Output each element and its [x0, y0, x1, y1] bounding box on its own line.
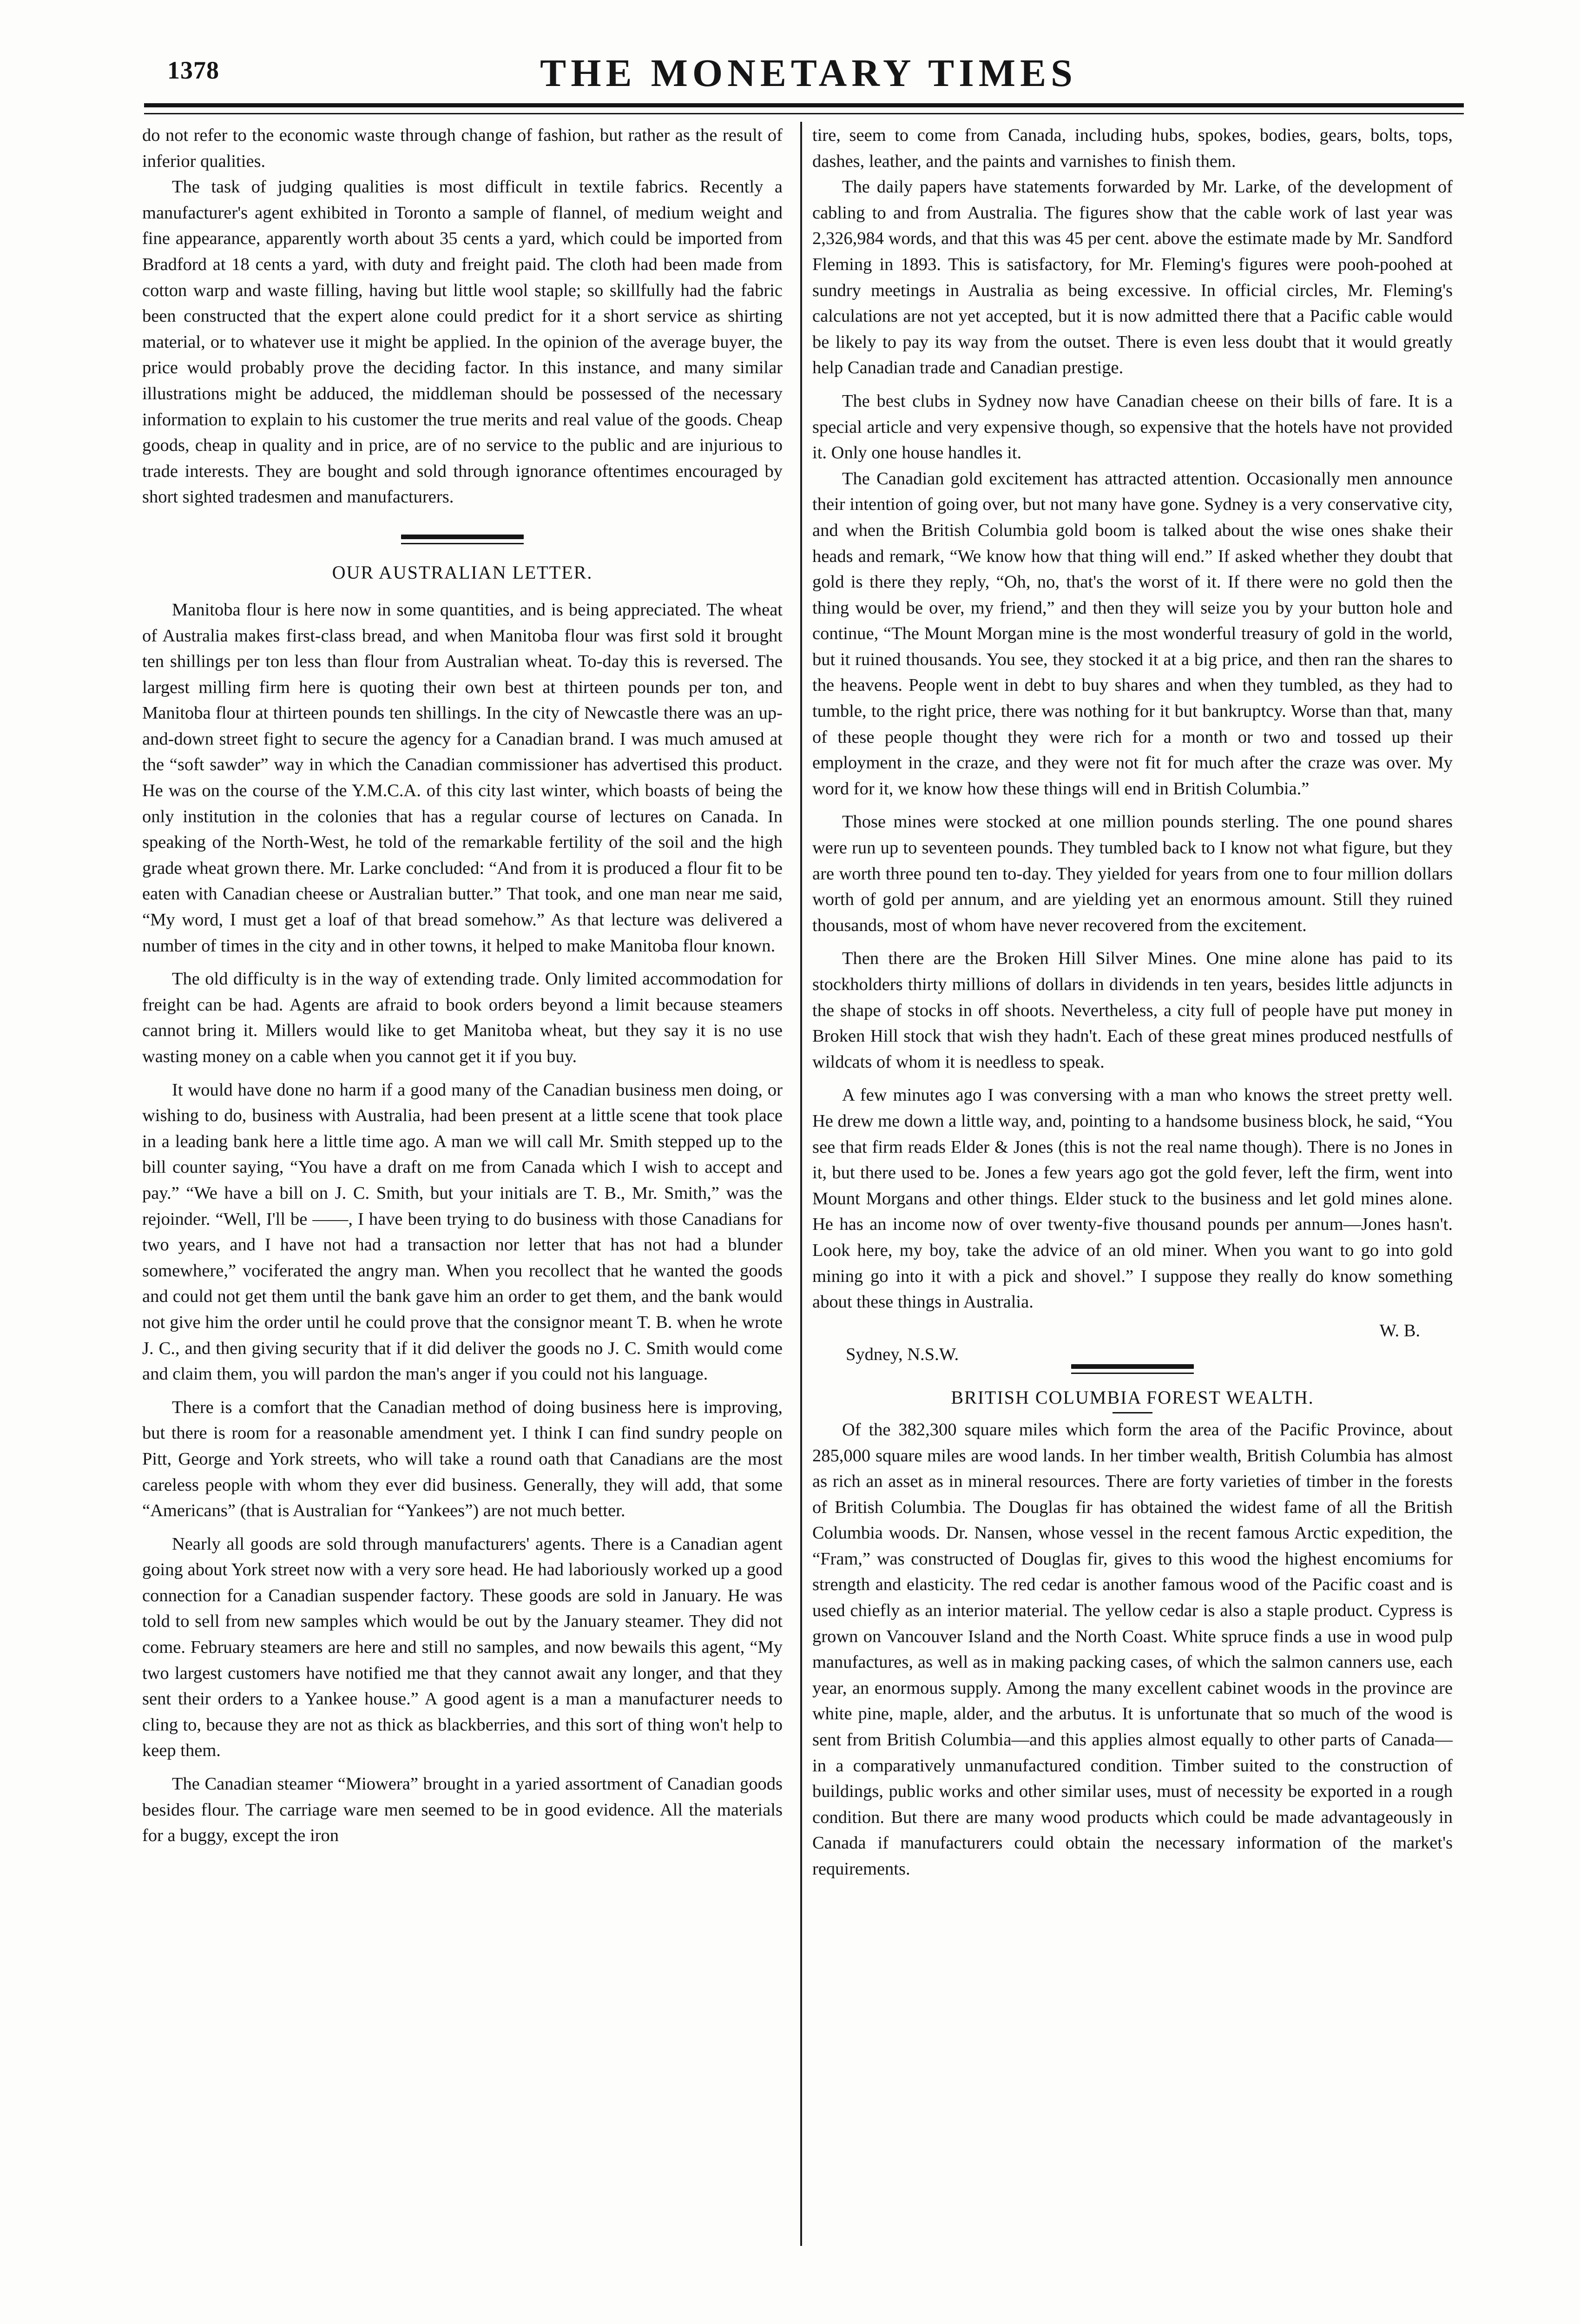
article-paragraph: Manitoba flour is here now in some quantities, and is being appreciated. The wheat of Australia makes first-class bread, and when Manitoba flour was first sold it brought ten shillings per ton less than flour from Australian wheat. To-day this is reversed. The largest milling firm here is quoting their own best at thirteen pounds per ton, and Manitoba flour at thirteen pounds ten shillings. In the city of Newcastle there was an up-and-down street fight to secure the agency for a Canadian brand. I was much amused at the “soft sawder” way in which the Canadian commissioner has advertised this product. He was on the course of the Y.M.C.A. of this city last winter, which boasts of being the only institution in the colonies that has a regular course of lectures on Canada. In speaking of the North-West, he told of the remarkable fertility of the soil and the high grade wheat grown there. Mr. Larke concluded: “And from it is produced a flour fit to be eaten with Canadian cheese or Australian butter.” That took, and one man near me said, “My word, I must get a loaf of that bread somehow.” As that lecture was delivered a number of times in the city and in other towns, it helped to make Manitoba flour known.: [142, 600, 783, 956]
article-paragraph: A few minutes ago I was conversing with a man who knows the street pretty well. He drew me down a little way, and, pointing to a handsome business block, he said, “You see that firm reads Elder & Jones (this is not the real name though). There is no Jones in it, but there used to be. Jones a few years ago got the gold fever, left the firm, went into Mount Morgans and other things. Elder stuck to the business and let gold mines alone. He has an income now of over twenty-five thousand pounds per annum—Jones hasn't. Look here, my boy, take the advice of an old miner. When you want to go into gold mining go into it with a pick and shovel.” I suppose they really do know something about these things in Australia.: [812, 1085, 1453, 1312]
section-rule-thin: [401, 543, 524, 544]
section-rule-thick: [401, 535, 524, 539]
dateline: Sydney, N.S.W.: [846, 1345, 959, 1365]
article-paragraph: Nearly all goods are sold through manufacturers' agents. There is a Canadian agent going about York street now with a very sore head. He had laboriously worked up a good connection for a Canadian suspender factory. These goods are sold in January. He was told to sell from new samples which would be out by the January steamer. They did not come. February steamers are here and still no samples, and now bewails this agent, “My two largest customers have notified me that they cannot await any longer, and that they sent their orders to a Yankee house.” A good agent is a man a manufacturer needs to cling to, because they are not as thick as blackberries, and this sort of thing won't help to keep them.: [142, 1534, 783, 1761]
left-column: [142, 123, 783, 2242]
article-paragraph: The Canadian steamer “Miowera” brought in a yaried assortment of Canadian goods besides flour. The carriage ware men seemed to be in good evidence. All the materials for a buggy, except the iron: [142, 1774, 783, 1846]
signature: W. B.: [1379, 1320, 1420, 1340]
article-paragraph: The task of judging qualities is most difficult in textile fabrics. Recently a manufacturer's agent exhibited in Toronto a sample of flannel, of medium weight and fine appearance, apparently worth about 35 cents a yard, which could be imported from Bradford at 18 cents a yard, with duty and freight paid. The cloth had been made from cotton warp and waste filling, having but little wool staple; so skillfully had the fabric been constructed that the expert alone could predict for it a short service as shirting material, or to whatever use it might be applied. In the opinion of the average buyer, the price would probably prove the deciding factor. In this instance, and many similar illustrations might be adduced, the middleman should be possessed of the necessary information to explain to his customer the true merits and real value of the goods. Cheap goods, cheap in quality and in price, are of no service to the public and are injurious to trade interests. They are bought and sold through ignorance oftentimes encouraged by short sighted tradesmen and manufacturers.: [142, 177, 783, 507]
section-title-australian-letter: OUR AUSTRALIAN LETTER.: [332, 561, 593, 583]
article-paragraph: The old difficulty is in the way of extending trade. Only limited accommodation for freight can be had. Agents are afraid to book orders beyond a limit because steamers cannot bring it. Millers would like to get Manitoba wheat, but they say it is no use wasting money on a cable when you cannot get it if you buy.: [142, 969, 783, 1066]
header-rule-thick: [144, 103, 1464, 107]
section-rule-thick: [1071, 1364, 1194, 1369]
masthead-title: THE MONETARY TIMES: [540, 52, 1077, 95]
article-paragraph: The daily papers have statements forwarded by Mr. Larke, of the development of cabling to and from Australia. The figures show that the cable work of last year was 2,326,984 words, and that this was 45 per cent. above the estimate made by Mr. Sandford Fleming in 1893. This is satisfactory, for Mr. Fleming's figures were pooh-poohed at sundry meetings in Australia as being excessive. In official circles, Mr. Fleming's calculations are not yet accepted, but it is now admitted there that a Pacific cable would be likely to pay its way from the outset. There is even less doubt that it would greatly help Canadian trade and Canadian prestige.: [812, 177, 1453, 378]
article-paragraph: There is a comfort that the Canadian method of doing business here is improving, but there is room for a reasonable amendment yet. I think I can find sundry people on Pitt, George and York streets, who will take a round oath that Canadians are the most careless people with whom they ever did business. Generally, they will add, that some “Americans” (that is Australian for “Yankees”) are not much better.: [142, 1397, 783, 1521]
article-paragraph: It would have done no harm if a good many of the Canadian business men doing, or wishing to do, business with Australia, had been present at a little scene that took place in a leading bank here a little time ago. A man we will call Mr. Smith stepped up to the bill counter saying, “You have a draft on me from Canada which I wish to accept and pay.” “We have a bill on J. C. Smith, but your initials are T. B., Mr. Smith,” was the rejoinder. “Well, I'll be ——, I have been trying to do business with those Canadians for two years, and I have not had a transaction nor letter that has not had a blunder somewhere,” vociferated the angry man. When you recollect that he wanted the goods and could not get them until the bank gave him an order to get them, and the bank would not give him the order until he could prove that the consignor meant T. B. when he wrote J. C., and then giving security that if it did deliver the goods no J. C. Smith would come and claim them, you will pardon the man's anger if you could not his language.: [142, 1080, 783, 1384]
right-column: [812, 123, 1453, 2242]
article-paragraph: The Canadian gold excitement has attracted attention. Occasionally men announce their intention of going over, but not many have gone. Sydney is a very conservative city, and when the British Columbia gold boom is talked about the wise ones shake their heads and remark, “We know how that thing will end.” If asked whether they doubt that gold is there they reply, “Oh, no, that's the worst of it. If there were no gold then the thing would be over, my friend,” and then they will seize you by your button hole and continue, “The Mount Morgan mine is the most wonderful treasury of gold in the world, but it ruined thousands. You see, they stocked it at a big price, and then ran the shares to the heavens. People went in debt to buy shares and when they tumbled, as they had to tumble, to the right price, there was nothing for it but bankruptcy. Worse than that, many of these people thought they were rich for a month or two and tossed up their employment in the craze, and they were not fit for much after the craze was over. My word for it, we know how these things will end in British Columbia.”: [812, 469, 1453, 799]
article-paragraph: tire, seem to come from Canada, including hubs, spokes, bodies, gears, bolts, tops, dashes, leather, and the paints and varnishes to finish them.: [812, 125, 1453, 171]
article-paragraph: Of the 382,300 square miles which form the area of the Pacific Province, about 285,000 square miles are wood lands. In her timber wealth, British Columbia has almost as rich an asset as in mineral resources. There are forty varieties of timber in the forests of British Columbia. The Douglas fir has obtained the widest fame of all the British Columbia woods. Dr. Nansen, whose vessel in the recent famous Arctic expedition, the “Fram,” was constructed of Douglas fir, gives to this wood the highest encomiums for strength and elasticity. The red cedar is another famous wood of the Pacific coast and is used chiefly as an interior material. The yellow cedar is also a staple product. Cypress is grown on Vancouver Island and the North Coast. White spruce finds a use in wood pulp manufactures, as well as in making packing cases, of which the salmon canners use, each year, an enormous supply. Among the many excellent cabinet woods in the province are white pine, maple, alder, and the arbutus. It is unfortunate that so much of the wood is sent from British Columbia—and this applies almost equally to other parts of Canada—in a comparatively unmanufactured condition. Timber suited to the construction of buildings, public works and other similar uses, must of necessity be exported in a rough condition. But there are many wood products which could be made advantageously in Canada if manufacturers could obtain the necessary information of the market's requirements.: [812, 1419, 1453, 1879]
section-rule-thin: [1071, 1373, 1194, 1374]
article-paragraph: do not refer to the economic waste through change of fashion, but rather as the result of inferior qualities.: [142, 125, 783, 171]
article-paragraph: Then there are the Broken Hill Silver Mines. One mine alone has paid to its stockholders thirty millions of dollars in dividends in ten years, besides little adjuncts in the shape of stocks in off shoots. Nevertheless, a city full of people have put money in Broken Hill stock that wish they hadn't. Each of these great mines produced nestfulls of wildcats of whom it is needless to speak.: [812, 949, 1453, 1072]
section-title-forest-wealth: BRITISH COLUMBIA FOREST WEALTH.: [951, 1386, 1314, 1408]
title-underline: [1113, 1412, 1152, 1413]
column-divider: [800, 122, 802, 2246]
article-paragraph: Those mines were stocked at one million pounds sterling. The one pound shares were run up to seventeen pounds. They tumbled back to I know not what figure, but they are worth three pound ten to-day. They yielded for years from one to four million dollars worth of gold per annum, and are yielding yet an enormous amount. Still they ruined thousands, most of whom have never recovered from the excitement.: [812, 812, 1453, 935]
page-number: 1378: [167, 56, 219, 84]
header-rule-thin: [144, 113, 1464, 114]
article-paragraph: The best clubs in Sydney now have Canadian cheese on their bills of fare. It is a special article and very expensive though, so expensive that the hotels have not provided it. Only one house handles it.: [812, 391, 1453, 463]
